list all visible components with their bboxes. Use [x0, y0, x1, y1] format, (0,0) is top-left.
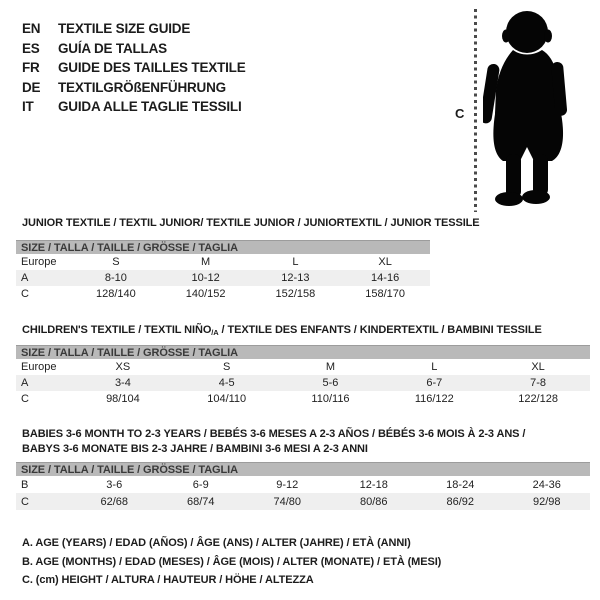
footnote-c: C. (cm) HEIGHT / ALTURA / HAUTEUR / HÖHE / ALTEZZA — [22, 574, 314, 586]
size-cell: S — [223, 361, 231, 373]
table-row — [16, 286, 430, 302]
language-code: DE — [22, 79, 41, 95]
size-cell: 3-4 — [114, 377, 131, 389]
size-cell: 68/74 — [186, 495, 215, 508]
table-row — [16, 476, 590, 493]
row-label: A — [21, 377, 29, 389]
language-code: ES — [22, 40, 40, 56]
size-cell: XL — [378, 256, 392, 268]
title-segment: CHILDREN'S TEXTILE / TEXTIL NIÑO — [22, 324, 212, 336]
babies-table-title — [22, 427, 525, 457]
size-cell: 122/128 — [518, 393, 558, 405]
junior-size-table — [16, 240, 430, 302]
language-row — [22, 58, 246, 78]
size-cell: 74/80 — [273, 495, 302, 508]
table-row — [16, 375, 590, 391]
size-cell: 4-5 — [218, 377, 235, 389]
language-title: GUIDE DES TAILLES TEXTILE — [58, 60, 246, 76]
size-cell: 24-36 — [532, 478, 561, 491]
title-line: BABYS 3-6 MONATE BIS 2-3 JAHRE / BAMBINI 3-6 MESI A 2-3 ANNI — [22, 443, 368, 455]
size-header-text: SIZE / TALLA / TAILLE / GRÖSSE / TAGLIA — [21, 346, 238, 359]
language-title-list — [22, 19, 246, 117]
size-cell: 98/104 — [106, 393, 140, 405]
title-segment: / TEXTILE DES ENFANTS / KINDERTEXTIL / BAMBINI TESSILE — [218, 324, 542, 336]
size-cell: 6-9 — [192, 478, 209, 491]
children-size-table — [16, 345, 590, 407]
size-cell: 152/158 — [275, 288, 316, 300]
size-cell: M — [325, 361, 336, 373]
language-title: GUÍA DE TALLAS — [58, 40, 167, 56]
title-line: BABIES 3-6 MONTH TO 2-3 YEARS / BEBÉS 3-6 MESES A 2-3 AÑOS / BÉBÉS 3-6 MOIS À 2-3 ANS / — [22, 428, 526, 440]
row-label: Europe — [21, 256, 57, 268]
size-cell: 8-10 — [104, 272, 127, 284]
size-cell: 110/116 — [311, 393, 350, 405]
junior-table-title: JUNIOR TEXTILE / TEXTIL JUNIOR/ TEXTILE JUNIOR / JUNIORTEXTIL / JUNIOR TESSILE — [22, 217, 480, 229]
size-cell: 7-8 — [530, 377, 547, 389]
size-cell: 9-12 — [276, 478, 299, 491]
language-code: EN — [22, 21, 41, 37]
size-cell: 128/140 — [95, 288, 136, 300]
size-cell: 10-12 — [191, 272, 220, 284]
language-row — [22, 39, 246, 59]
height-dashed-line-icon — [474, 9, 477, 212]
table-row — [16, 493, 590, 510]
size-cell: 18-24 — [446, 478, 475, 491]
title-subscript: /A — [211, 328, 219, 337]
size-cell: 158/170 — [365, 288, 405, 300]
size-cell: L — [292, 256, 299, 268]
footnote-a: A. AGE (YEARS) / EDAD (AÑOS) / ÂGE (ANS) / ALTER (JAHRE) / ETÀ (ANNI) — [22, 537, 411, 549]
children-table-title — [22, 323, 542, 340]
size-cell: S — [112, 256, 120, 268]
size-header-bar — [16, 345, 590, 359]
footnote-b: B. AGE (MONTHS) / EDAD (MESES) / ÂGE (MOIS) / ALTER (MONATE) / ETÀ (MESI) — [22, 555, 442, 568]
size-cell: 80/86 — [359, 495, 388, 508]
row-label: C — [21, 393, 29, 405]
language-row — [22, 97, 246, 117]
size-cell: 12-13 — [281, 272, 310, 284]
size-cell: 6-7 — [426, 377, 443, 389]
size-cell: 92/98 — [532, 495, 561, 508]
language-code: IT — [22, 99, 34, 115]
language-title: TEXTILGRÖßENFÜHRUNG — [58, 79, 226, 95]
size-cell: 116/122 — [414, 393, 454, 405]
size-header-bar — [16, 462, 590, 476]
row-label: Europe — [21, 361, 57, 373]
size-cell: 86/92 — [446, 495, 475, 508]
row-label: A — [21, 272, 29, 284]
size-cell: XL — [531, 361, 545, 373]
size-cell: 14-16 — [371, 272, 400, 284]
language-row — [22, 78, 246, 98]
size-header-text: SIZE / TALLA / TAILLE / GRÖSSE / TAGLIA — [21, 463, 238, 476]
table-row — [16, 391, 590, 407]
size-cell: XS — [115, 361, 131, 373]
size-cell: 12-18 — [359, 478, 388, 491]
babies-size-table — [16, 462, 590, 510]
size-cell: 5-6 — [322, 377, 339, 389]
row-label: B — [21, 478, 29, 491]
toddler-silhouette-icon — [483, 8, 573, 212]
size-cell: L — [431, 361, 438, 373]
table-row — [16, 359, 590, 375]
row-label: C — [21, 288, 29, 300]
size-cell: 104/110 — [207, 393, 247, 405]
size-cell: 140/152 — [185, 288, 226, 300]
size-header-text: SIZE / TALLA / TAILLE / GRÖSSE / TAGLIA — [21, 241, 238, 254]
table-row — [16, 254, 430, 270]
table-row — [16, 270, 430, 286]
size-cell: M — [201, 256, 211, 268]
footnote-list — [22, 537, 441, 593]
row-label: C — [21, 495, 29, 508]
language-title: GUIDA ALLE TAGLIE TESSILI — [58, 99, 242, 115]
language-row — [22, 19, 246, 39]
size-header-bar — [16, 240, 430, 254]
height-measure-label: C — [455, 106, 465, 121]
language-code: FR — [22, 60, 40, 76]
size-cell: 3-6 — [106, 478, 123, 491]
language-title: TEXTILE SIZE GUIDE — [58, 21, 191, 37]
size-cell: 62/68 — [100, 495, 129, 508]
